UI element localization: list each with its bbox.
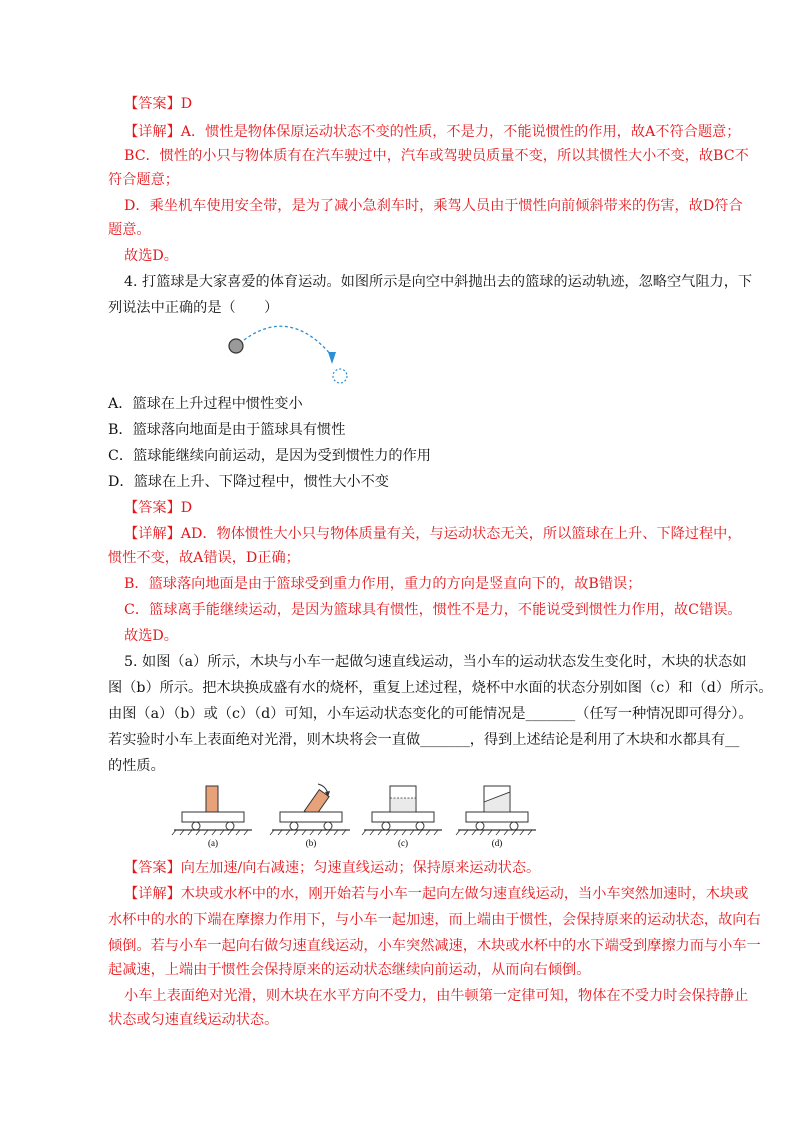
q3-detail-line2: BC．惯性的小只与物体质有在汽车驶过中，汽车或驾驶员质量不变，所以其惯性大小不变，故BC不 (124, 148, 749, 164)
q3-detail-line5: 题意。 (108, 222, 151, 238)
q4-stem-line2: 列说法中正确的是（ ） (108, 300, 279, 316)
wood-block (206, 786, 218, 812)
q5-stem-line2: 图（b）所示。把木块换成盛有水的烧杯，重复上述过程，烧杯中水面的状态分别如图（c）和（d）所示。 (108, 680, 773, 696)
cart-wheel (290, 822, 298, 830)
cart-body (466, 812, 528, 822)
basketball-icon (229, 339, 243, 353)
q5-stem-line4: 若实验时小车上表面绝对光滑，则木块将会一直做_______，得到上述结论是利用了木块和水都具有__ (108, 732, 740, 748)
q3-answer: 【答案】D (124, 96, 193, 112)
q3-detail-line3: 符合题意； (108, 172, 179, 188)
q5-detail-line5: 小车上表面绝对光滑，则木块在水平方向不受力，由牛顿第一定律可知，物体在不受力时会保持静止 (124, 988, 749, 1004)
figure-label-d: (d) (491, 838, 503, 848)
trajectory-path (244, 326, 332, 356)
ghost-ball-icon (333, 369, 347, 383)
q5-detail-line1: 【详解】木块或水杯中的水，刚开始若与小车一起向左做匀速直线运动，当小车突然加速时，木块或 (124, 886, 749, 902)
q4-answer: 【答案】D (124, 500, 193, 516)
q4-stem-line1: 4. 打篮球是大家喜爱的体育运动。如图所示是向空中斜抛出去的篮球的运动轨迹，忽略空气阻力，下 (124, 274, 753, 290)
ground-hatch (456, 830, 532, 835)
q3-detail-line6: 故选D。 (124, 248, 178, 264)
q5-detail-line6: 状态或匀速直线运动状态。 (108, 1012, 279, 1028)
q5-stem-line3: 由图（a）（b）或（c）（d）可知，小车运动状态变化的可能情况是_______（任写一种情况即可得分）。 (108, 706, 753, 722)
ground-hatch (362, 830, 438, 835)
trajectory-arrow-icon (328, 352, 336, 364)
cart-experiment-figure (168, 780, 618, 850)
q4-option-a: A．篮球在上升过程中惯性变小 (108, 396, 303, 412)
q4-option-c: C．篮球能继续向前运动，是因为受到惯性力的作用 (108, 448, 431, 464)
figure-d (456, 786, 536, 835)
q4-detail-line5: 故选D。 (124, 628, 178, 644)
cart-body (182, 812, 244, 822)
ground-hatch (270, 830, 346, 835)
q4-option-d: D．篮球在上升、下降过程中，惯性大小不变 (108, 474, 389, 490)
q4-detail-line4: C．篮球离手能继续运动，是因为篮球具有惯性，惯性不是力，不能说受到惯性力作用，故C错误。 (124, 602, 742, 618)
cart-body (372, 812, 434, 822)
q5-stem-line5: 的性质。 (108, 758, 165, 774)
q4-detail-line3: B．篮球落向地面是由于篮球受到重力作用，重力的方向是竖直向下的，故B错误； (124, 576, 642, 592)
q5-detail-line3: 倾倒。若与小车一起向右做匀速直线运动，小车突然减速，木块或水杯中的水下端受到摩擦力而与小车一 (108, 938, 761, 954)
q5-answer: 【答案】向左加速/向右减速；匀速直线运动；保持原来运动状态。 (124, 860, 541, 876)
cart-wheel (226, 822, 234, 830)
figure-a (172, 786, 252, 835)
cart-wheel (416, 822, 424, 830)
cart-wheel (510, 822, 518, 830)
figure-c (362, 786, 442, 835)
basketball-trajectory-figure (220, 316, 360, 388)
figure-label-a: (a) (208, 838, 218, 848)
q5-detail-line2: 水杯中的水的下端在摩擦力作用下，与小车一起加速，而上端由于惯性，会保持原来的运动状态，故向右 (108, 912, 761, 928)
q5-detail-line4: 起减速，上端由于惯性会保持原来的运动状态继续向前运动，从而向右倾倒。 (108, 962, 591, 978)
q5-stem-line1: 5. 如图（a）所示，木块与小车一起做匀速直线运动，当小车的运动状态发生变化时，木块的状态如 (124, 654, 747, 670)
q4-option-b: B．篮球落向地面是由于篮球具有惯性 (108, 422, 346, 438)
cart-wheel (382, 822, 390, 830)
figure-label-b: (b) (305, 838, 317, 848)
ground-hatch (172, 830, 248, 835)
figure-label-c: (c) (398, 838, 408, 848)
q4-detail-line1: 【详解】AD．物体惯性大小只与物体质量有关，与运动状态无关，所以篮球在上升、下降过程中， (124, 526, 742, 542)
cart-wheel (324, 822, 332, 830)
cart-wheel (476, 822, 484, 830)
q3-detail-line1: 【详解】A．惯性是物体保原运动状态不变的性质，不是力，不能说惯性的作用，故A不符合题意； (124, 124, 741, 140)
q4-detail-line2: 惯性不变，故A错误，D正确； (108, 550, 300, 566)
cart-body (280, 812, 342, 822)
water (391, 798, 415, 811)
cart-wheel (192, 822, 200, 830)
q3-detail-line4: D．乘坐机车使用安全带，是为了减小急刹车时，乘驾人员由于惯性向前倾斜带来的伤害，故D符合 (124, 198, 743, 214)
figure-b (270, 784, 350, 835)
